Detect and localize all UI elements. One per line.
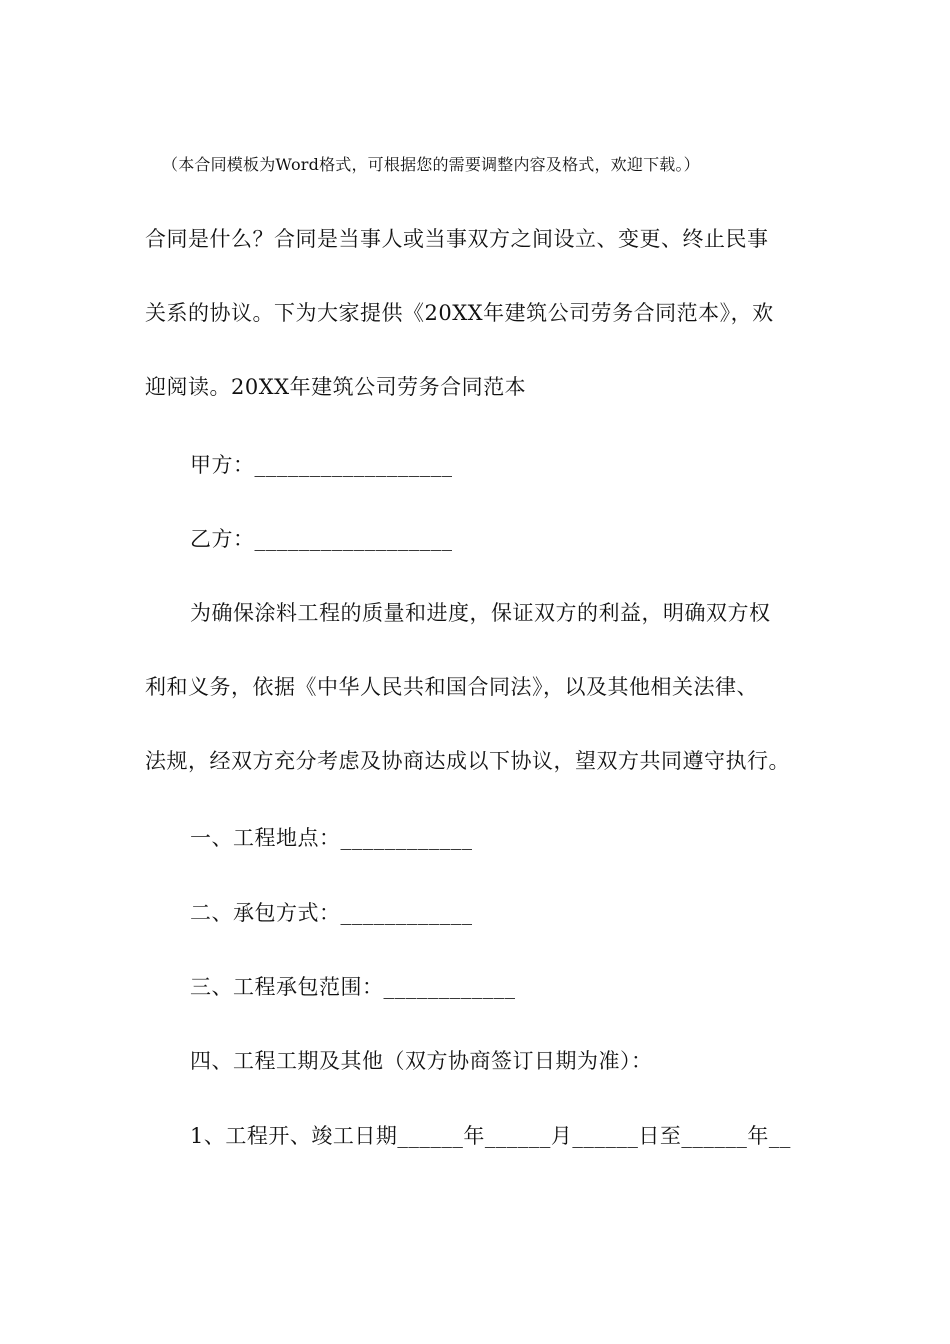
clause-4-item-1: 1、工程开、竣工日期______年______月______日至______年__ — [190, 1124, 791, 1148]
clause-1-location: 一、工程地点：____________ — [190, 826, 473, 850]
party-a-line: 甲方：__________________ — [190, 453, 453, 477]
purpose-line-1: 为确保涂料工程的质量和进度，保证双方的利益，明确双方权 — [190, 601, 771, 625]
intro-line-1: 合同是什么？合同是当事人或当事双方之间设立、变更、终止民事 — [145, 227, 769, 251]
clause-4-schedule: 四、工程工期及其他（双方协商签订日期为准）： — [190, 1049, 653, 1073]
intro-line-3: 迎阅读。20XX年建筑公司劳务合同范本 — [145, 375, 527, 399]
clause-3-scope: 三、工程承包范围：____________ — [190, 975, 516, 999]
intro-line-2: 关系的协议。下为大家提供《20XX年建筑公司劳务合同范本》，欢 — [145, 301, 774, 325]
template-note: （本合同模板为Word格式，可根据您的需要调整内容及格式，欢迎下载。） — [162, 155, 700, 174]
purpose-line-3: 法规，经双方充分考虑及协商达成以下协议，望双方共同遵守执行。 — [145, 749, 790, 773]
clause-2-contract-method: 二、承包方式：____________ — [190, 901, 473, 925]
party-b-line: 乙方：__________________ — [190, 527, 453, 551]
purpose-line-2: 利和义务，依据《中华人民共和国合同法》，以及其他相关法律、 — [145, 675, 758, 699]
